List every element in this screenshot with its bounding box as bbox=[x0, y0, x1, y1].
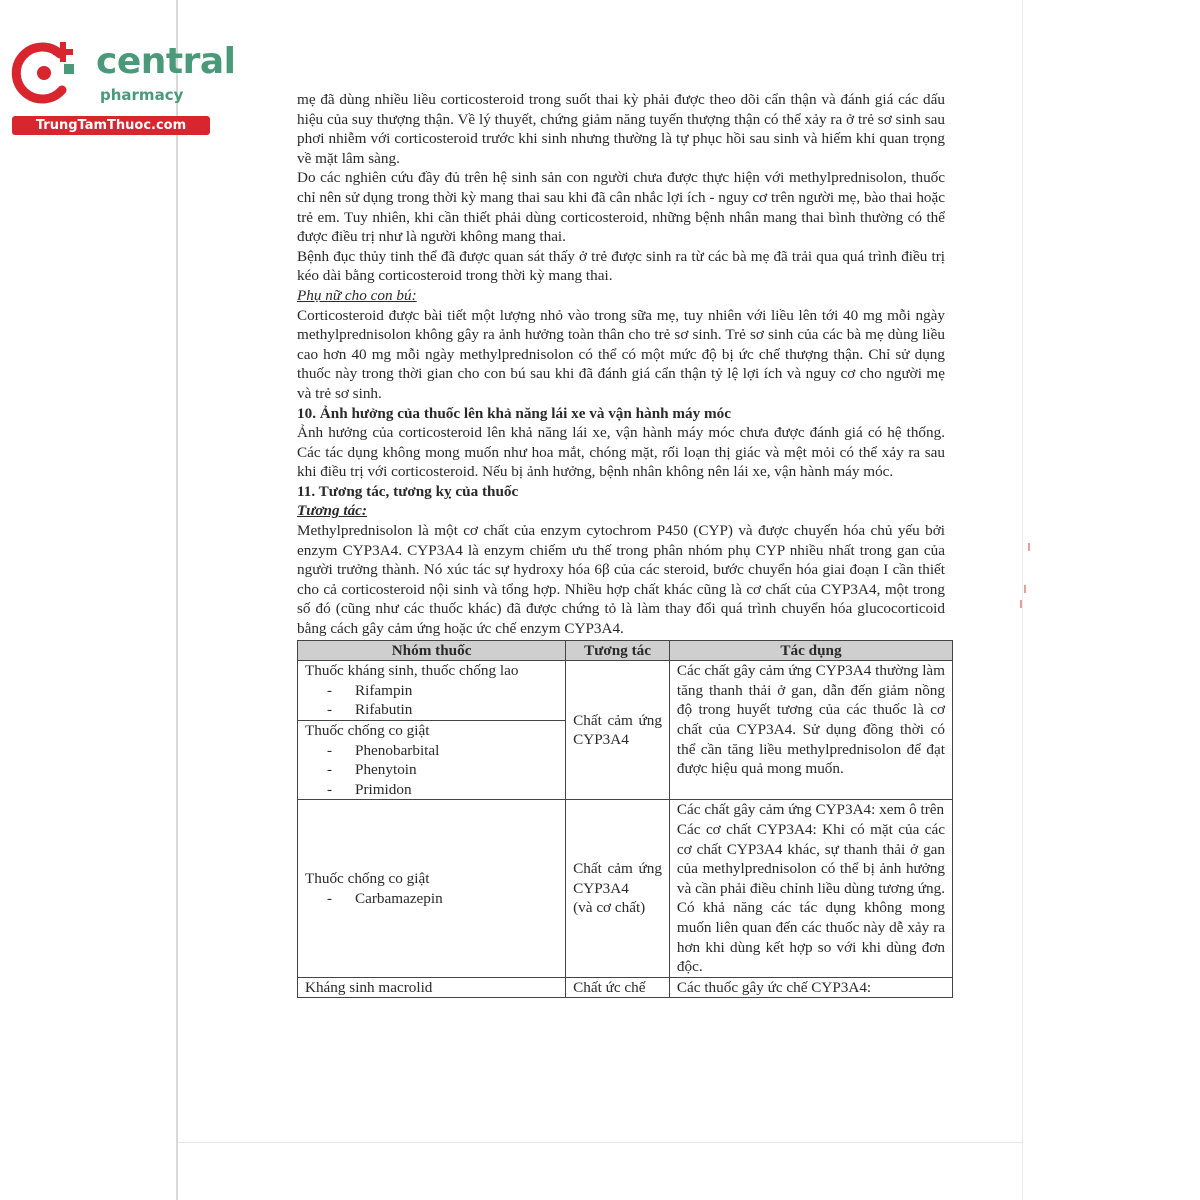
paragraph-pregnancy-3: Bệnh đục thủy tinh thể đã được quan sát thấy ở trẻ được sinh ra từ các bà mẹ đã trải qua quá trình điều trị kéo dài bằng corticosteroid trong thời kỳ mang thai. bbox=[297, 247, 945, 285]
paragraph-pregnancy-2: Do các nghiên cứu đầy đủ trên hệ sinh sản con người chưa được thực hiện với methylprednisolon, thuốc chỉ nên sử dụng trong thời kỳ mang thai sau khi đã cân nhắc lợi ích - nguy cơ trên người mẹ, bào thai hoặc trẻ em. Tuy nhiên, khi cần thiết phải dùng corticosteroid, những bệnh nhân mang thai bình thường có thể được điều trị như là người không mang thai. bbox=[297, 169, 945, 246]
header-interaction: Tương tác bbox=[566, 640, 670, 661]
table-header-row bbox=[298, 640, 953, 661]
section-10-heading: 10. Ảnh hưởng của thuốc lên khả năng lái xe và vận hành máy móc bbox=[297, 404, 732, 422]
drug-group-anticonvulsants bbox=[298, 720, 565, 799]
header-effect: Tác dụng bbox=[669, 640, 952, 661]
table-row bbox=[298, 800, 953, 977]
table-row bbox=[298, 977, 953, 998]
document-body bbox=[297, 90, 945, 998]
section-11-text: Methylprednisolon là một cơ chất của enzym cytochrom P450 (CYP) và được chuyển hóa chủ yếu bởi enzym CYP3A4. CYP3A4 là enzym chiếm ưu thế trong phân nhóm phụ CYP nhiều nhất trong gan của người trưởng thành. Nó xúc tác sự hydroxy hóa 6β của các steroid, bước chuyển hóa giai đoạn I cần thiết cho cả corticosteroid nội sinh và tổng hợp. Nhiều hợp chất khác cũng là cơ chất của CYP3A4, một trong số đó (cũng như các thuốc khác) đã được chứng tỏ là làm thay đổi quá trình chuyển hóa glucocorticoid bằng cách gây cảm ứng hoặc ức chế enzym CYP3A4. bbox=[297, 522, 945, 638]
interaction-cell: Chất cảm ứng CYP3A4 bbox=[566, 661, 670, 800]
drug-group-cell bbox=[298, 661, 566, 800]
interaction-table bbox=[297, 640, 953, 999]
drug-item: - Phenobarbital bbox=[327, 741, 440, 759]
section-11-heading: 11. Tương tác, tương kỵ của thuốc bbox=[297, 482, 519, 500]
central-pharmacy-logo[interactable] bbox=[10, 38, 236, 138]
effect-cell: Các chất gây cảm ứng CYP3A4 thường làm tăng thanh thải ở gan, dẫn đến giảm nồng độ trong huyết tương của các thuốc là cơ chất của CYP3A4. Sử dụng đồng thời có thể cần tăng liều methylprednisolon để đạt được hiệu quả mong muốn. bbox=[669, 661, 952, 800]
scan-edge-left bbox=[176, 0, 178, 1200]
interaction-cell: Chất cảm ứng CYP3A4 (và cơ chất) bbox=[566, 800, 670, 977]
drug-group-title: Thuốc chống co giật bbox=[305, 869, 430, 887]
drug-group-antibiotics bbox=[298, 661, 565, 720]
logo-brand-sub: pharmacy bbox=[100, 86, 184, 104]
drug-group-cell bbox=[298, 800, 566, 977]
scan-edge-right bbox=[1022, 0, 1023, 1200]
pharmacy-cross-logo-icon bbox=[10, 38, 80, 108]
breastfeeding-subtitle: Phụ nữ cho con bú: bbox=[297, 286, 417, 304]
header-drug-group: Nhóm thuốc bbox=[298, 640, 566, 661]
drug-item: - Primidon bbox=[327, 780, 412, 798]
drug-group-title: Thuốc chống co giật bbox=[305, 722, 430, 739]
drug-item: - Rifabutin bbox=[327, 701, 413, 719]
section-10-text: Ảnh hưởng của corticosteroid lên khả năng lái xe, vận hành máy móc chưa được đánh giá có hệ thống. Các tác dụng không mong muốn như hoa mắt, chóng mặt, rối loạn thị giác và mệt mỏi có thể xảy ra sau khi điều trị với corticosteroid. Nếu bị ảnh hưởng, bệnh nhân không nên lái xe, vận hành máy móc. bbox=[297, 424, 945, 481]
paragraph-pregnancy-1: mẹ đã dùng nhiều liều corticosteroid trong suốt thai kỳ phải được theo dõi cẩn thận và đánh giá các dấu hiệu của suy thượng thận. Về lý thuyết, chứng giảm năng tuyến thượng thận có thể xảy ra ở trẻ sơ sinh sau phơi nhiễm với corticosteroid trước khi sinh nhưng thường là tự phục hồi sau sinh và hiếm khi quan trọng về mặt lâm sàng. bbox=[297, 91, 945, 167]
interaction-subtitle: Tương tác: bbox=[297, 502, 367, 520]
drug-item: - Carbamazepin bbox=[327, 889, 443, 907]
drug-item: - Rifampin bbox=[327, 681, 413, 699]
scan-mark bbox=[1020, 600, 1022, 608]
breastfeeding-text: Corticosteroid được bài tiết một lượng nhỏ vào trong sữa mẹ, tuy nhiên với liều lên tới 40 mg mỗi ngày methylprednisolon không gây ra ảnh hưởng toàn thân cho trẻ sơ sinh. Trẻ sơ sinh của các bà mẹ dùng liều cao hơn 40 mg mỗi ngày methylprednisolon có thể có một mức độ bị ức chế thượng thận. Chỉ sử dụng thuốc này trong thời gian cho con bú sau khi đã đánh giá cẩn thận tỷ lệ lợi ích và nguy cơ cho người mẹ và trẻ sơ sinh. bbox=[297, 306, 945, 402]
scan-edge-bottom bbox=[178, 1142, 1023, 1143]
scan-mark bbox=[1028, 543, 1030, 551]
drug-item: - Phenytoin bbox=[327, 761, 417, 779]
drug-group-cell: Kháng sinh macrolid bbox=[298, 977, 566, 998]
table-row bbox=[298, 661, 953, 800]
interaction-cell: Chất ức chế bbox=[566, 977, 670, 998]
drug-group-title: Thuốc kháng sinh, thuốc chống lao bbox=[305, 662, 519, 680]
logo-site-banner: TrungTamThuoc.com bbox=[12, 116, 210, 135]
effect-cell: Các thuốc gây ức chế CYP3A4: bbox=[669, 977, 952, 998]
scan-mark bbox=[1024, 585, 1026, 593]
effect-cell: Các chất gây cảm ứng CYP3A4: xem ô trên Các cơ chất CYP3A4: Khi có mặt của các cơ chất CYP3A4 khác, sự thanh thải ở gan của methylprednisolon có thể bị ảnh hưởng và cần phải điều chỉnh liều dùng tương ứng. Có khả năng các tác dụng không mong muốn liên quan đến các thuốc này dễ xảy ra hơn khi dùng kết hợp so với khi dùng đơn độc. bbox=[669, 800, 952, 977]
logo-brand-name: central bbox=[96, 41, 236, 82]
